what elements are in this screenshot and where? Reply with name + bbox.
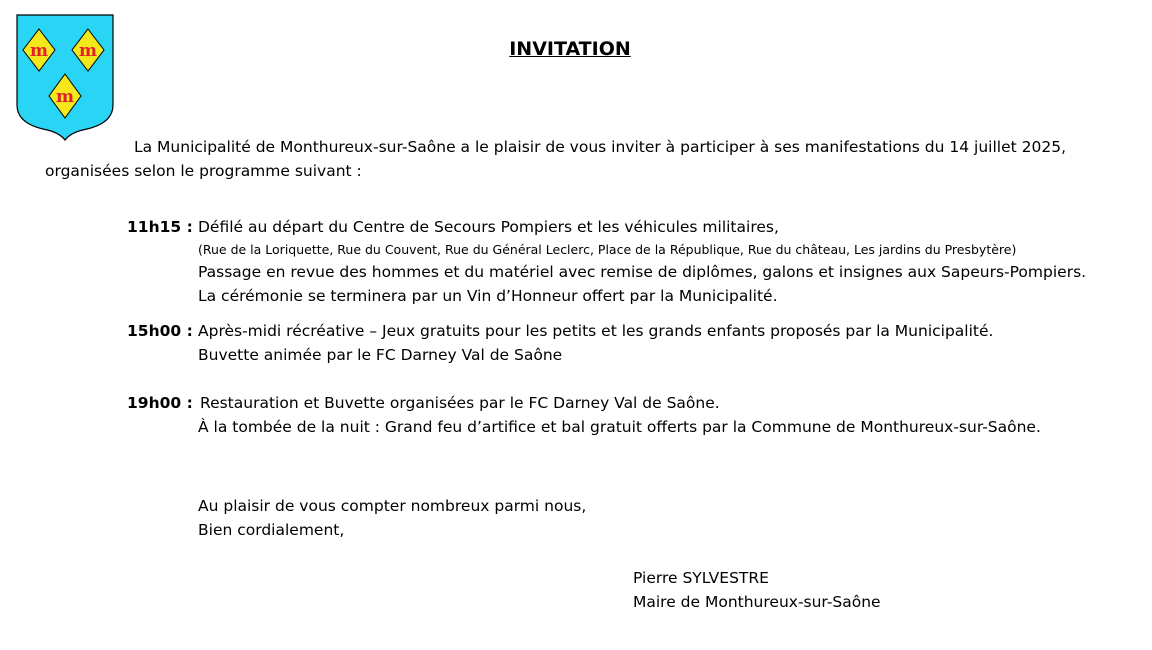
svg-text:m: m — [79, 41, 97, 61]
signature-role: Maire de Monthureux-sur-Saône — [633, 593, 881, 611]
svg-text:m: m — [30, 41, 48, 61]
program-line: La cérémonie se terminera par un Vin d’Honneur offert par la Municipalité. — [198, 287, 778, 305]
signature-name: Pierre SYLVESTRE — [633, 569, 769, 587]
intro-line-2: organisées selon le programme suivant : — [45, 162, 362, 180]
program-line: À la tombée de la nuit : Grand feu d’artifice et bal gratuit offerts par la Commune de Monthureux-sur-Saône. — [198, 418, 1041, 436]
program-line: Passage en revue des hommes et du matériel avec remise de diplômes, galons et insignes aux Sapeurs-Pompiers. — [198, 263, 1087, 281]
program-route-note: (Rue de la Loriquette, Rue du Couvent, Rue du Général Leclerc, Place de la République, Rue du château, Les jardins du Presbytère) — [198, 242, 1017, 257]
closing-line-2: Bien cordialement, — [198, 521, 345, 539]
program-time-1900: 19h00 : — [127, 394, 193, 412]
program-line: Buvette animée par le FC Darney Val de Saône — [198, 346, 563, 364]
program-line: Restauration et Buvette organisées par le FC Darney Val de Saône. — [200, 394, 720, 412]
coat-of-arms-icon — [15, 13, 115, 141]
program-line: Défilé au départ du Centre de Secours Pompiers et les véhicules militaires, — [198, 218, 779, 236]
closing-line-1: Au plaisir de vous compter nombreux parmi nous, — [198, 497, 587, 515]
program-line: Après-midi récréative – Jeux gratuits pour les petits et les grands enfants proposés par la Municipalité. — [198, 322, 994, 340]
page-title: INVITATION — [509, 38, 631, 60]
program-time-1500: 15h00 : — [127, 322, 193, 340]
program-time-1115: 11h15 : — [127, 218, 193, 236]
svg-text:m: m — [56, 87, 74, 107]
intro-line-1: La Municipalité de Monthureux-sur-Saône a le plaisir de vous inviter à participer à ses manifestations du 14 juillet 2025, — [134, 138, 1067, 156]
